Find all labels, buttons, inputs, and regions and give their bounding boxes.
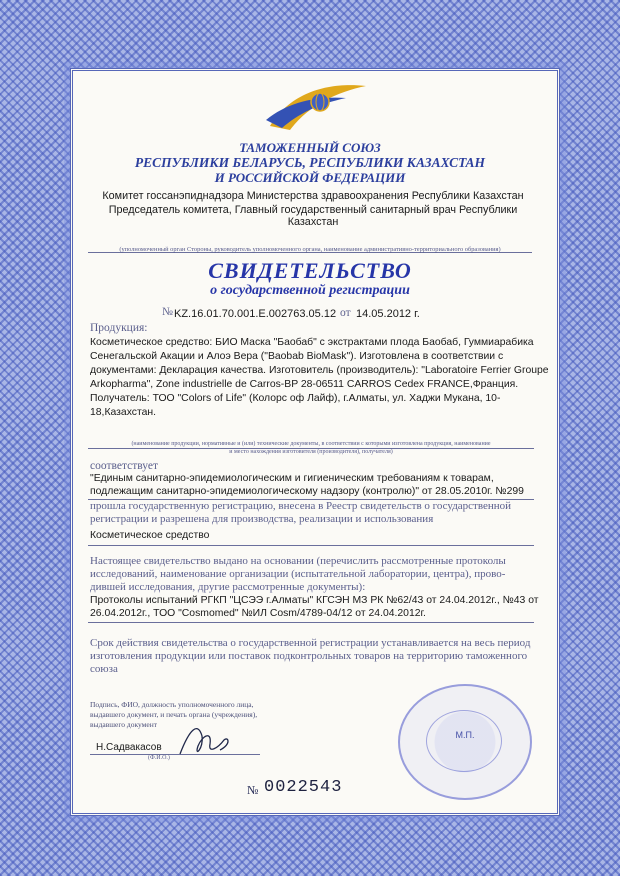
product-caption-1: (наименование продукции, нормативные и (или) технические документы, в соответствии с которыми изготовлена продукция, наименование xyxy=(131,441,491,447)
document-subtitle: о государственной регистрации xyxy=(210,283,410,298)
product-line: Получатель: ТОО "Colors of Life" (Колорс оф Лайф), г.Алматы, ул. Хаджи Мукана, 10- xyxy=(90,393,501,404)
signature-caption-line: выдавшего документ xyxy=(90,720,158,729)
customs-union-emblem xyxy=(262,76,372,132)
basis-statement xyxy=(90,555,536,594)
protocol-line: 26.04.2012г., ТОО "Cosmomed" №ИЛ Cosm/4789-04/12 от 24.04.2012г. xyxy=(90,608,426,619)
statement-line: прошла государственную регистрацию, внесена в Реестр свидетельств о государственной xyxy=(90,500,512,512)
conformity-line: подлежащим санитарно-эпидемиологическому надзору (контролю)" от 28.05.2010г. №299 xyxy=(90,486,524,497)
signatory-name-caption: (Ф.И.О.) xyxy=(148,755,170,761)
serial-number: 0022543 xyxy=(264,778,343,797)
product-line: 18,Казахстан. xyxy=(90,407,157,418)
signature-caption-line: выдавшего документ, и печать органа (учреждения), xyxy=(90,710,258,719)
official-seal xyxy=(398,684,532,800)
basis-line: Настоящее свидетельство выдано на основании (перечислить рассмотренные протоколы xyxy=(90,555,506,567)
registration-date: 14.05.2012 г. xyxy=(356,308,420,320)
conformity-standard xyxy=(90,472,536,498)
committee-line-1: Комитет госсанэпиднадзора Министерства здравоохранения Республики Казахстан xyxy=(102,190,524,202)
product-line: Сенегальской Акации и Алоэ Вера ("Baobab BioMask"). Изготовлена в соответствии с xyxy=(90,351,504,362)
registration-statement xyxy=(90,500,536,526)
test-protocols xyxy=(90,594,539,620)
validity-line: Срок действия свидетельства о государственной регистрации устанавливается на весь период xyxy=(90,637,531,649)
handwritten-signature xyxy=(176,718,236,762)
product-description xyxy=(90,336,549,420)
protocol-line: Протоколы испытаний РГКП "ЦСЭЭ г.Алматы" КГСЭН МЗ РК №62/43 от 24.04.2012г., №43 от xyxy=(90,595,539,606)
registration-number: KZ.16.01.70.001.E.002763.05.12 xyxy=(174,308,337,320)
seal-inner-ring xyxy=(426,710,502,772)
category-rule xyxy=(88,545,534,546)
signatory-name: Н.Садвакасов xyxy=(96,742,162,753)
basis-line: исследований, наименование организации (испытательной лаборатории, центра), прово- xyxy=(90,568,506,580)
validity-statement xyxy=(90,637,536,676)
union-title-line-2: РЕСПУБЛИКИ БЕЛАРУСЬ, РЕСПУБЛИКИ КАЗАХСТАН xyxy=(134,155,486,170)
product-line: Arkopharma", Zone industrielle de Carros-BP 28-06511 CARROS Cedex FRANCE,Франция. xyxy=(90,379,519,390)
conformity-line: "Единым санитарно-эпидемиологическим и гигиеническим требованиям к товарам, xyxy=(90,473,494,484)
basis-rule xyxy=(88,622,534,623)
product-caption-2: и место нахождения изготовителя (производителя), получателя) xyxy=(229,449,393,455)
registration-number-label: № xyxy=(162,306,173,318)
product-category: Косметическое средство xyxy=(90,530,210,541)
validity-line: изготовления продукции или поставок подконтрольных товаров на территорию таможенного xyxy=(90,650,528,662)
serial-number-label: № xyxy=(247,783,259,797)
union-title-line-1: ТАМОЖЕННЫЙ СОЮЗ xyxy=(239,140,381,155)
authority-caption: (уполномоченный орган Стороны, руководитель уполномоченного органа, наименование административно-территориального образования) xyxy=(119,246,501,253)
validity-line: союза xyxy=(90,663,118,675)
product-line: Косметическое средство: БИО Маска "Баобаб" с экстрактами плода Баобаб, Гуммиарабика xyxy=(90,337,534,348)
conformity-label: соответствует xyxy=(90,460,159,472)
union-title-line-3: И РОССИЙСКОЙ ФЕДЕРАЦИИ xyxy=(214,170,406,185)
product-label: Продукция: xyxy=(90,322,148,334)
seal-mark: М.П. xyxy=(455,730,475,740)
registration-date-label: от xyxy=(340,307,351,319)
document-title: СВИДЕТЕЛЬСТВО xyxy=(208,258,412,283)
signature-caption-line: Подпись, ФИО, должность уполномоченного лица, xyxy=(90,700,254,709)
statement-line: регистрации и разрешена для производства, реализации и использования xyxy=(90,513,434,525)
product-line: документами: Декларация качества. Изготовитель (производитель): "Laboratoire Ferrier Groupe xyxy=(90,365,549,376)
basis-line: дившей исследования, другие рассмотренные документы): xyxy=(90,581,366,593)
committee-line-2: Председатель комитета, Главный государственный санитарный врач Республики Казахстан xyxy=(108,204,518,228)
